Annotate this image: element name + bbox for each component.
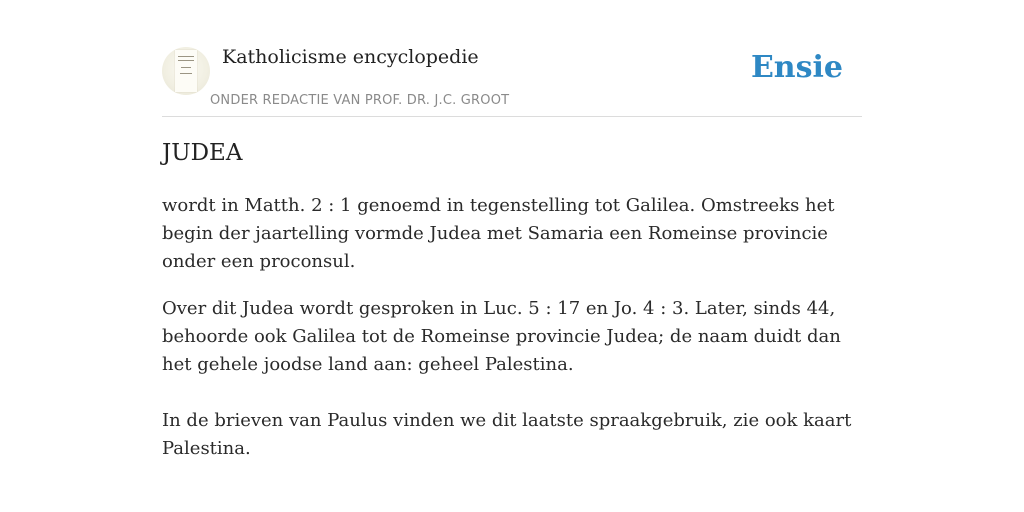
cover-line: [178, 60, 194, 61]
site-header: [162, 40, 862, 117]
entry-body: [162, 192, 862, 463]
entry-paragraph: Over dit Judea wordt gesproken in Luc. 5 : 17 en Jo. 4 : 3. Later, sinds 44, behoorde ook Galilea tot de Romeinse provincie Judea; de naam duidt dan het gehele joodse land aan: geheel Palestina.: [162, 298, 841, 375]
site-title[interactable]: Katholicisme encyclopedie: [222, 46, 479, 68]
ensie-logo[interactable]: Ensie: [750, 50, 843, 85]
entry-paragraph: wordt in Matth. 2 : 1 genoemd in tegenstelling tot Galilea. Omstreeks het begin der jaartelling vormde Judea met Samaria een Romeinse provincie onder een proconsul.: [162, 195, 835, 272]
editor-line: ONDER REDACTIE VAN PROF. DR. J.C. GROOT: [210, 93, 510, 108]
encyclopedia-cover-icon[interactable]: [162, 47, 210, 95]
cover-line: [180, 73, 192, 74]
cover-line: [181, 67, 191, 68]
entry-paragraph: In de brieven van Paulus vinden we dit laatste spraakgebruik, zie ook kaart Palestina.: [162, 410, 852, 459]
entry-title: JUDEA: [162, 140, 243, 166]
cover-line: [178, 56, 194, 57]
